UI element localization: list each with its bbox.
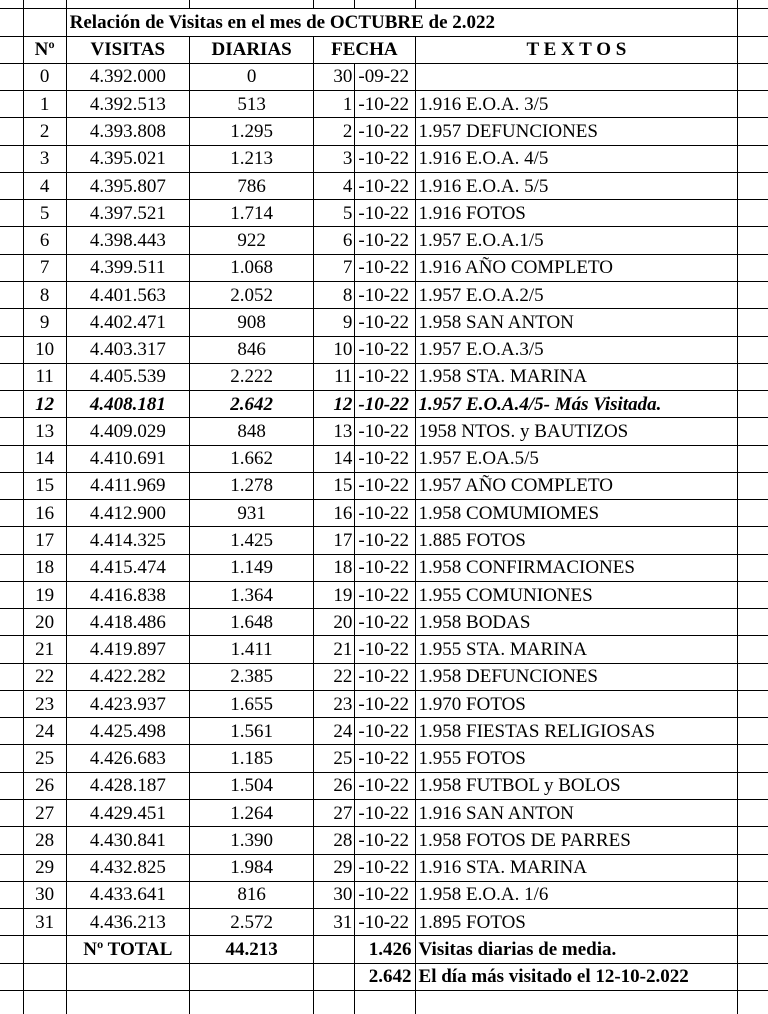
cell-month: -10-22	[355, 254, 415, 281]
cell-texto: 1.955 COMUNIONES	[415, 581, 738, 608]
cell-visitas: 4.423.937	[66, 690, 189, 717]
table-row	[0, 636, 768, 663]
cell-n: 31	[23, 909, 66, 936]
cell-month: -10-22	[355, 636, 415, 663]
cell-texto	[415, 63, 738, 90]
cell-day: 4	[314, 172, 355, 199]
cell-visitas: 4.429.451	[66, 800, 189, 827]
cell-visitas: 4.402.471	[66, 309, 189, 336]
cell-visitas: 4.415.474	[66, 554, 189, 581]
cell-day: 6	[314, 227, 355, 254]
cell-diarias: 846	[189, 336, 313, 363]
table-row	[0, 445, 768, 472]
cell-visitas: 4.399.511	[66, 254, 189, 281]
cell-month: -10-22	[355, 881, 415, 908]
cell-n: 12	[23, 391, 66, 418]
cell-month: -10-22	[355, 772, 415, 799]
cell-visitas: 4.425.498	[66, 718, 189, 745]
cell-visitas: 4.398.443	[66, 227, 189, 254]
page-title: Relación de Visitas en el mes de OCTUBRE de 2.022	[66, 9, 738, 36]
cell-visitas: 4.392.000	[66, 63, 189, 90]
cell-texto: 1.916 FOTOS	[415, 200, 738, 227]
cell-n: 20	[23, 609, 66, 636]
cell-visitas: 4.433.641	[66, 881, 189, 908]
cell-visitas: 4.422.282	[66, 663, 189, 690]
cell-n: 21	[23, 636, 66, 663]
cell-month: -10-22	[355, 200, 415, 227]
cell-month: -10-22	[355, 527, 415, 554]
cell-month: -10-22	[355, 145, 415, 172]
cell-diarias: 1.411	[189, 636, 313, 663]
cell-texto: 1.916 AÑO COMPLETO	[415, 254, 738, 281]
cell-month: -10-22	[355, 118, 415, 145]
cell-month: -10-22	[355, 800, 415, 827]
table-row	[0, 554, 768, 581]
cell-day: 3	[314, 145, 355, 172]
table-row	[0, 881, 768, 908]
cell-texto: 1.957 E.OA.5/5	[415, 445, 738, 472]
cell-day: 22	[314, 663, 355, 690]
cell-texto: 1.955 STA. MARINA	[415, 636, 738, 663]
cell-month: -10-22	[355, 418, 415, 445]
average-value: 1.426	[355, 936, 415, 963]
cell-month: -10-22	[355, 663, 415, 690]
cell-month: -10-22	[355, 827, 415, 854]
cell-day: 29	[314, 854, 355, 881]
cell-texto: 1.958 FIESTAS RELIGIOSAS	[415, 718, 738, 745]
cell-n: 5	[23, 200, 66, 227]
cell-texto: 1.916 SAN ANTON	[415, 800, 738, 827]
cell-diarias: 848	[189, 418, 313, 445]
cell-visitas: 4.428.187	[66, 772, 189, 799]
cell-n: 9	[23, 309, 66, 336]
cell-visitas: 4.436.213	[66, 909, 189, 936]
cell-n: 18	[23, 554, 66, 581]
cell-n: 3	[23, 145, 66, 172]
cell-n: 19	[23, 581, 66, 608]
average-text: Visitas diarias de media.	[415, 936, 738, 963]
cell-texto: 1958 NTOS. y BAUTIZOS	[415, 418, 738, 445]
cell-n: 29	[23, 854, 66, 881]
cell-texto: 1.885 FOTOS	[415, 527, 738, 554]
totals-row	[0, 936, 768, 963]
cell-texto: 1.958 FOTOS DE PARRES	[415, 827, 738, 854]
cell-day: 10	[314, 336, 355, 363]
cell-n: 22	[23, 663, 66, 690]
cell-month: -10-22	[355, 500, 415, 527]
cell-day: 11	[314, 363, 355, 390]
cell-visitas: 4.395.807	[66, 172, 189, 199]
cell-day: 23	[314, 690, 355, 717]
cell-texto: 1.958 BODAS	[415, 609, 738, 636]
cell-n: 26	[23, 772, 66, 799]
cell-visitas: 4.418.486	[66, 609, 189, 636]
cell-diarias: 1.425	[189, 527, 313, 554]
cell-visitas: 4.409.029	[66, 418, 189, 445]
table-row	[0, 772, 768, 799]
cell-texto: 1.957 E.O.A.2/5	[415, 281, 738, 308]
table-row	[0, 418, 768, 445]
cell-diarias: 1.390	[189, 827, 313, 854]
cell-month: -10-22	[355, 690, 415, 717]
cell-visitas: 4.416.838	[66, 581, 189, 608]
table-row	[0, 581, 768, 608]
table-row	[0, 391, 768, 418]
cell-day: 5	[314, 200, 355, 227]
cell-month: -10-22	[355, 391, 415, 418]
cell-n: 15	[23, 472, 66, 499]
cell-month: -10-22	[355, 445, 415, 472]
table-row	[0, 472, 768, 499]
cell-month: -09-22	[355, 63, 415, 90]
total-visits: 44.213	[189, 936, 313, 963]
cell-visitas: 4.411.969	[66, 472, 189, 499]
cell-day: 13	[314, 418, 355, 445]
cell-n: 10	[23, 336, 66, 363]
cell-texto: 1.958 DEFUNCIONES	[415, 663, 738, 690]
cell-texto: 1.955 FOTOS	[415, 745, 738, 772]
cell-month: -10-22	[355, 91, 415, 118]
cell-month: -10-22	[355, 336, 415, 363]
cell-visitas: 4.403.317	[66, 336, 189, 363]
cell-month: -10-22	[355, 309, 415, 336]
cell-diarias: 816	[189, 881, 313, 908]
cell-month: -10-22	[355, 581, 415, 608]
title-row	[0, 9, 768, 36]
cell-day: 31	[314, 909, 355, 936]
table-row	[0, 500, 768, 527]
cell-day: 16	[314, 500, 355, 527]
cell-diarias: 1.984	[189, 854, 313, 881]
cell-month: -10-22	[355, 472, 415, 499]
cell-texto: 1.916 E.O.A. 4/5	[415, 145, 738, 172]
cell-texto: 1.958 STA. MARINA	[415, 363, 738, 390]
cell-day: 1	[314, 91, 355, 118]
cell-day: 9	[314, 309, 355, 336]
cell-n: 0	[23, 63, 66, 90]
cell-month: -10-22	[355, 554, 415, 581]
cell-month: -10-22	[355, 363, 415, 390]
cell-diarias: 931	[189, 500, 313, 527]
cell-diarias: 922	[189, 227, 313, 254]
cell-day: 8	[314, 281, 355, 308]
cell-diarias: 1.364	[189, 581, 313, 608]
cell-month: -10-22	[355, 718, 415, 745]
cell-diarias: 1.648	[189, 609, 313, 636]
cell-month: -10-22	[355, 745, 415, 772]
cell-texto: 1.916 E.O.A. 3/5	[415, 91, 738, 118]
cell-n: 30	[23, 881, 66, 908]
cell-diarias: 1.068	[189, 254, 313, 281]
cell-visitas: 4.419.897	[66, 636, 189, 663]
cell-day: 12	[314, 391, 355, 418]
cell-visitas: 4.408.181	[66, 391, 189, 418]
cell-day: 19	[314, 581, 355, 608]
table-row	[0, 854, 768, 881]
cell-visitas: 4.397.521	[66, 200, 189, 227]
cell-visitas: 4.430.841	[66, 827, 189, 854]
cell-diarias: 1.561	[189, 718, 313, 745]
cell-n: 27	[23, 800, 66, 827]
cell-texto: 1.958 COMUMIOMES	[415, 500, 738, 527]
cell-day: 7	[314, 254, 355, 281]
cell-texto: 1.957 E.O.A.4/5- Más Visitada.	[415, 391, 738, 418]
cell-n: 13	[23, 418, 66, 445]
cell-day: 30	[314, 63, 355, 90]
table-row	[0, 609, 768, 636]
cell-visitas: 4.401.563	[66, 281, 189, 308]
cell-diarias: 2.385	[189, 663, 313, 690]
header-n: Nº	[23, 36, 66, 63]
table-row	[0, 800, 768, 827]
table-row	[0, 690, 768, 717]
cell-diarias: 513	[189, 91, 313, 118]
cell-diarias: 2.642	[189, 391, 313, 418]
header-visitas: VISITAS	[66, 36, 189, 63]
header-row	[0, 36, 768, 63]
cell-texto: 1.970 FOTOS	[415, 690, 738, 717]
cell-texto: 1.957 E.O.A.1/5	[415, 227, 738, 254]
cell-n: 11	[23, 363, 66, 390]
cell-visitas: 4.395.021	[66, 145, 189, 172]
cell-n: 24	[23, 718, 66, 745]
cell-day: 18	[314, 554, 355, 581]
cell-day: 20	[314, 609, 355, 636]
cell-visitas: 4.414.325	[66, 527, 189, 554]
cell-day: 30	[314, 881, 355, 908]
cell-diarias: 1.714	[189, 200, 313, 227]
table-row	[0, 281, 768, 308]
cell-day: 27	[314, 800, 355, 827]
cell-texto: 1.958 E.O.A. 1/6	[415, 881, 738, 908]
cell-texto: 1.916 STA. MARINA	[415, 854, 738, 881]
cell-n: 2	[23, 118, 66, 145]
cell-texto: 1.957 E.O.A.3/5	[415, 336, 738, 363]
cell-texto: 1.958 FUTBOL y BOLOS	[415, 772, 738, 799]
cell-n: 16	[23, 500, 66, 527]
spacer-row-bottom	[0, 990, 768, 1014]
cell-diarias: 2.222	[189, 363, 313, 390]
cell-month: -10-22	[355, 227, 415, 254]
cell-diarias: 1.264	[189, 800, 313, 827]
cell-day: 21	[314, 636, 355, 663]
cell-visitas: 4.393.808	[66, 118, 189, 145]
cell-diarias: 1.504	[189, 772, 313, 799]
peak-row	[0, 963, 768, 990]
table-row	[0, 254, 768, 281]
cell-texto: 1.895 FOTOS	[415, 909, 738, 936]
cell-diarias: 1.149	[189, 554, 313, 581]
table-row	[0, 718, 768, 745]
cell-n: 6	[23, 227, 66, 254]
cell-month: -10-22	[355, 172, 415, 199]
table-row	[0, 227, 768, 254]
spacer-row-top	[0, 0, 768, 9]
table-row	[0, 118, 768, 145]
cell-visitas: 4.412.900	[66, 500, 189, 527]
cell-texto: 1.957 DEFUNCIONES	[415, 118, 738, 145]
table-row	[0, 745, 768, 772]
cell-day: 17	[314, 527, 355, 554]
cell-visitas: 4.392.513	[66, 91, 189, 118]
cell-n: 23	[23, 690, 66, 717]
cell-texto: 1.916 E.O.A. 5/5	[415, 172, 738, 199]
table-row	[0, 63, 768, 90]
cell-day: 24	[314, 718, 355, 745]
cell-diarias: 0	[189, 63, 313, 90]
cell-diarias: 1.662	[189, 445, 313, 472]
cell-day: 2	[314, 118, 355, 145]
cell-diarias: 2.052	[189, 281, 313, 308]
table-row	[0, 91, 768, 118]
table-row	[0, 336, 768, 363]
cell-month: -10-22	[355, 854, 415, 881]
cell-diarias: 1.295	[189, 118, 313, 145]
cell-day: 28	[314, 827, 355, 854]
peak-text: El día más visitado el 12-10-2.022	[415, 963, 738, 990]
cell-diarias: 1.185	[189, 745, 313, 772]
cell-n: 7	[23, 254, 66, 281]
cell-month: -10-22	[355, 909, 415, 936]
cell-texto: 1.957 AÑO COMPLETO	[415, 472, 738, 499]
cell-n: 28	[23, 827, 66, 854]
cell-diarias: 1.655	[189, 690, 313, 717]
total-label: Nº TOTAL	[66, 936, 189, 963]
cell-diarias: 786	[189, 172, 313, 199]
cell-month: -10-22	[355, 609, 415, 636]
header-textos: T E X T O S	[415, 36, 738, 63]
cell-day: 14	[314, 445, 355, 472]
table-row	[0, 363, 768, 390]
cell-day: 15	[314, 472, 355, 499]
cell-visitas: 4.405.539	[66, 363, 189, 390]
cell-visitas: 4.410.691	[66, 445, 189, 472]
cell-diarias: 1.213	[189, 145, 313, 172]
table-row	[0, 663, 768, 690]
cell-diarias: 1.278	[189, 472, 313, 499]
cell-visitas: 4.426.683	[66, 745, 189, 772]
cell-diarias: 2.572	[189, 909, 313, 936]
cell-n: 8	[23, 281, 66, 308]
header-diarias: DIARIAS	[189, 36, 313, 63]
cell-texto: 1.958 SAN ANTON	[415, 309, 738, 336]
header-fecha: FECHA	[314, 36, 415, 63]
cell-n: 14	[23, 445, 66, 472]
table-row	[0, 909, 768, 936]
cell-day: 25	[314, 745, 355, 772]
cell-day: 26	[314, 772, 355, 799]
cell-diarias: 908	[189, 309, 313, 336]
cell-visitas: 4.432.825	[66, 854, 189, 881]
cell-n: 4	[23, 172, 66, 199]
cell-n: 25	[23, 745, 66, 772]
cell-month: -10-22	[355, 281, 415, 308]
cell-texto: 1.958 CONFIRMACIONES	[415, 554, 738, 581]
peak-value: 2.642	[355, 963, 415, 990]
table-row	[0, 200, 768, 227]
cell-n: 17	[23, 527, 66, 554]
cell-n: 1	[23, 91, 66, 118]
table-row	[0, 145, 768, 172]
table-row	[0, 309, 768, 336]
table-row	[0, 827, 768, 854]
table-row	[0, 172, 768, 199]
table-row	[0, 527, 768, 554]
